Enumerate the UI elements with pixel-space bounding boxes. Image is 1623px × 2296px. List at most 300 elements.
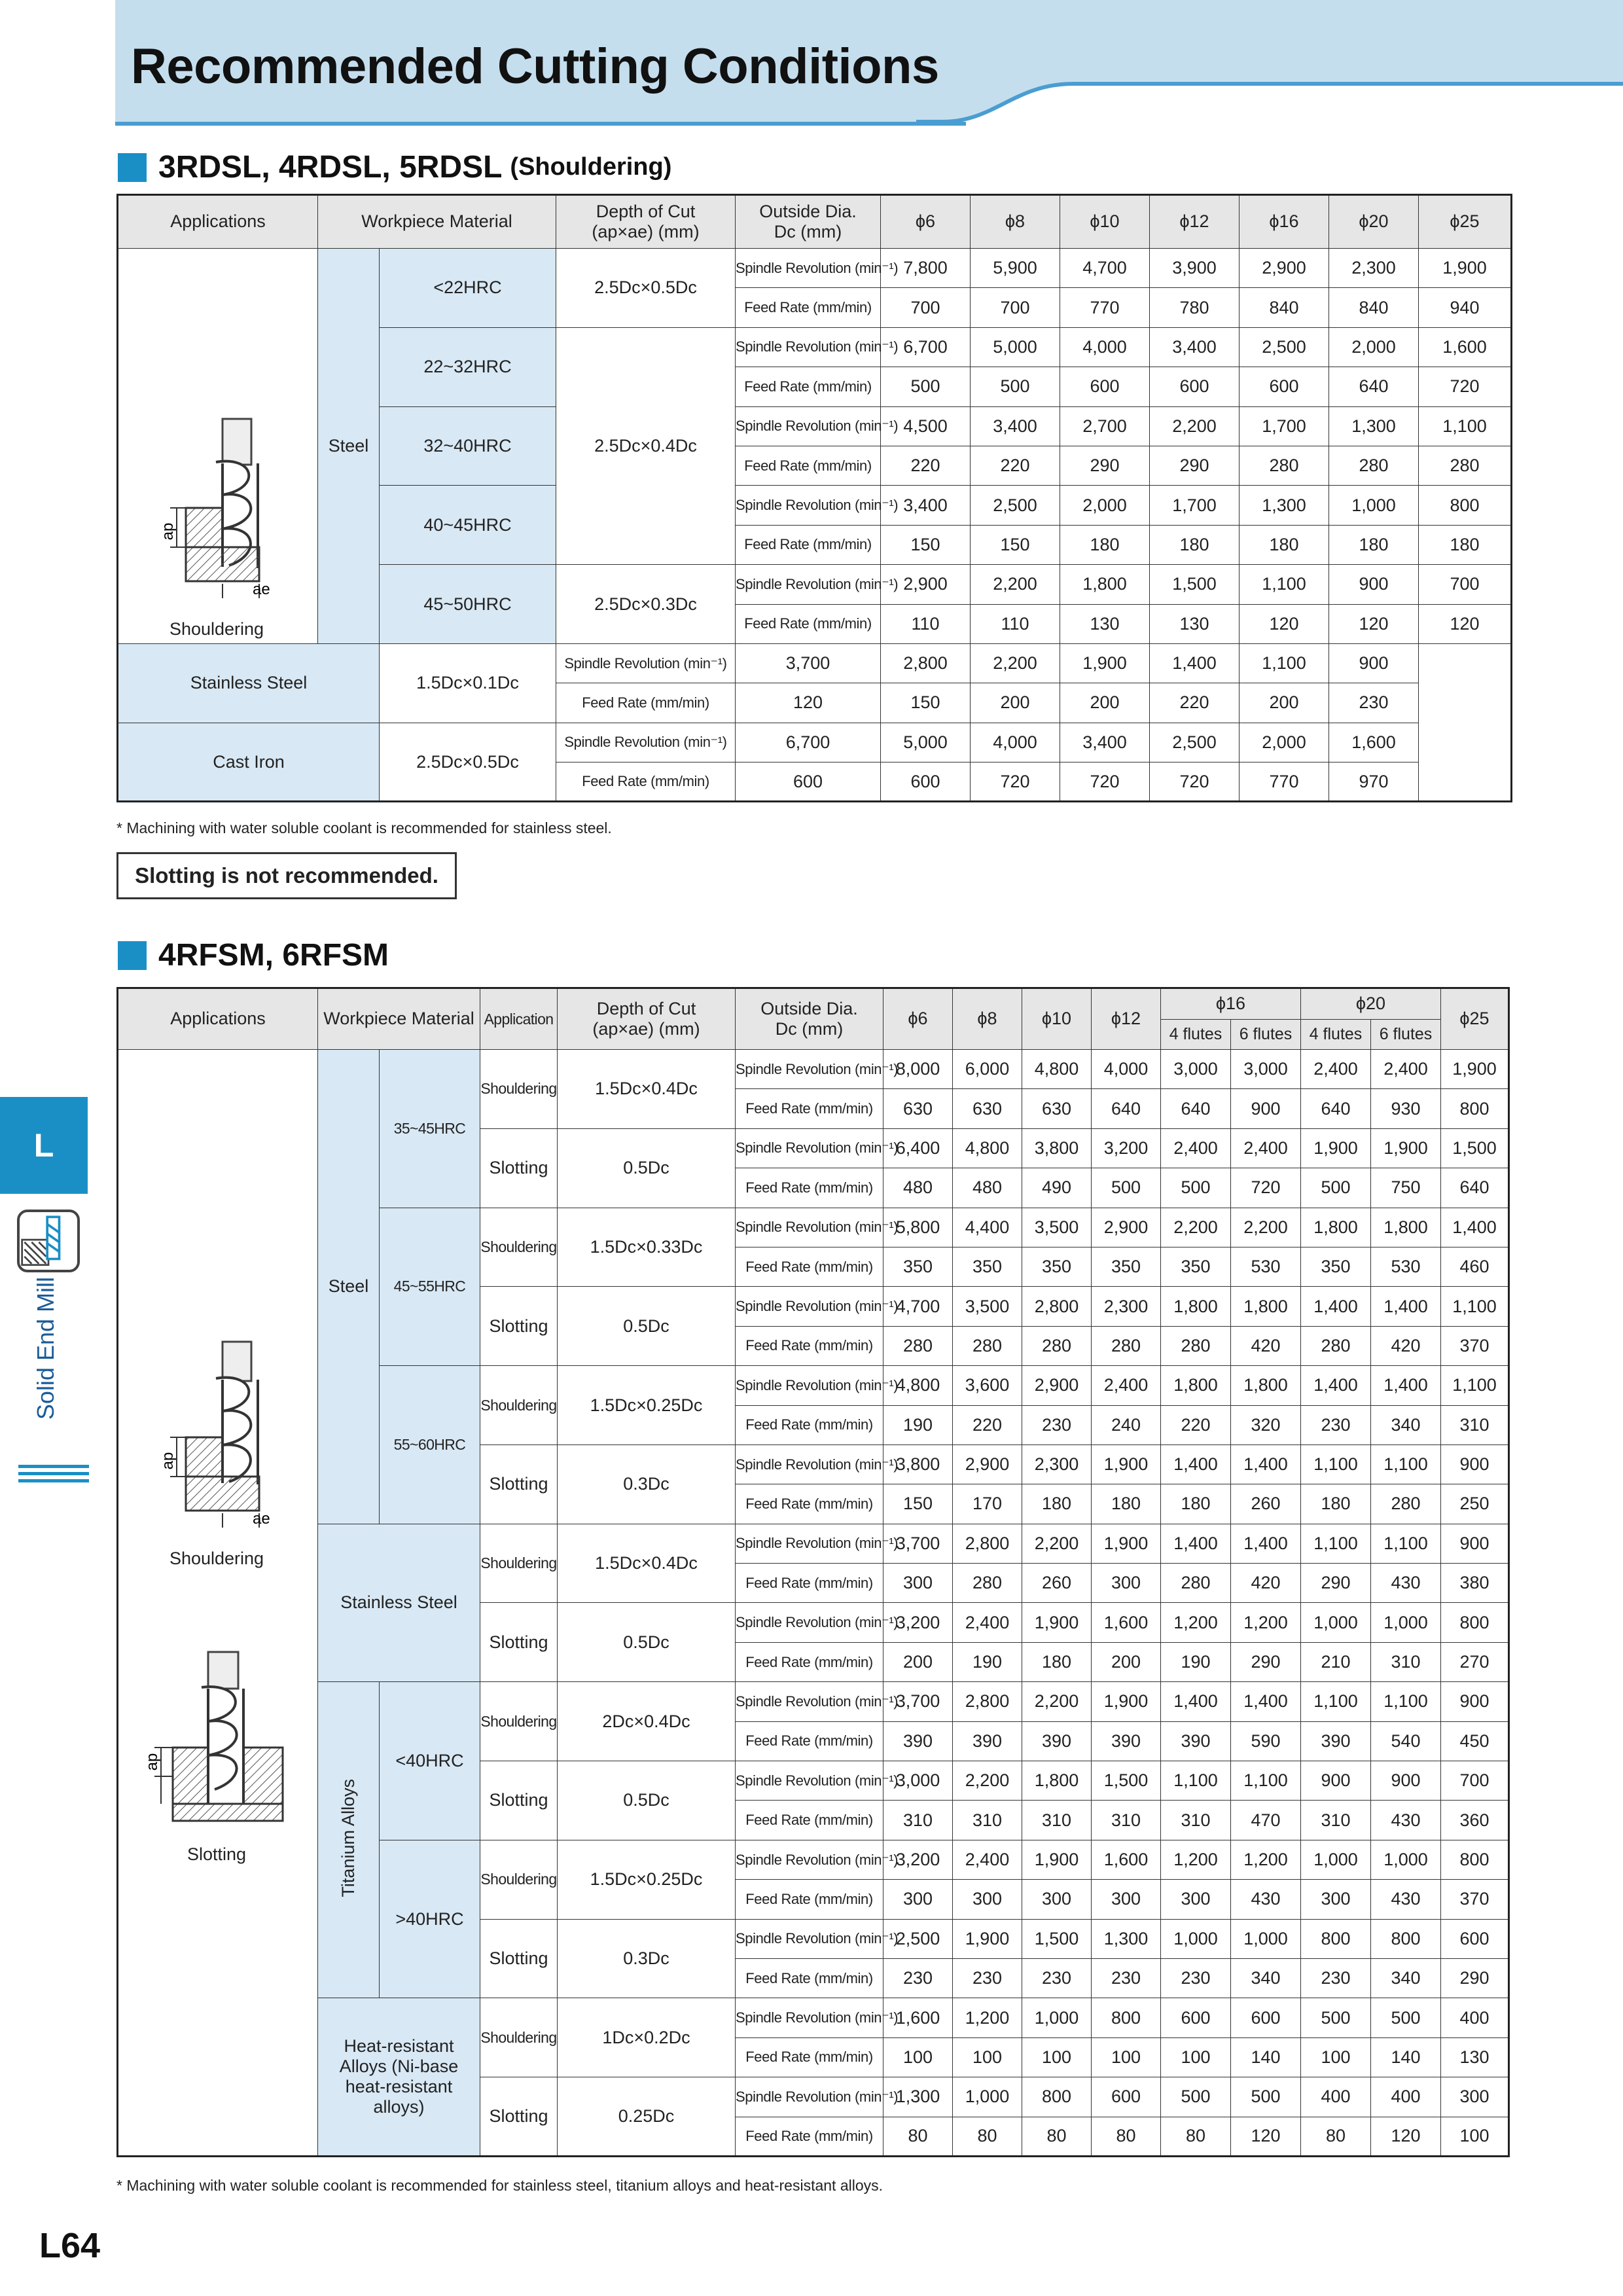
value-cell: 2,200 [953, 1761, 1022, 1801]
value-cell: 1,900 [1022, 1603, 1092, 1642]
svg-text:ae: ae [253, 581, 270, 598]
feed-rate-label: Feed Rate (mm/min) [736, 1564, 883, 1603]
value-cell: 2,000 [1329, 327, 1419, 367]
hardness-cell: 55~60HRC [380, 1366, 480, 1524]
value-cell: 700 [1419, 565, 1512, 604]
value-cell: 1,900 [1371, 1128, 1441, 1168]
value-cell: 3,000 [1161, 1050, 1231, 1089]
application-shouldering: Shouldering [480, 1366, 558, 1445]
application-shouldering: Shouldering [480, 1524, 558, 1603]
hardness-cell: 32~40HRC [380, 406, 556, 486]
value-cell: 120 [1329, 604, 1419, 643]
value-cell: 280 [1371, 1484, 1441, 1524]
header-d8: ϕ8 [953, 988, 1022, 1050]
value-cell: 200 [883, 1642, 953, 1681]
value-cell: 230 [883, 1958, 953, 1998]
value-cell: 2,200 [1022, 1682, 1092, 1721]
value-cell: 2,900 [881, 565, 971, 604]
value-cell: 640 [1301, 1089, 1371, 1128]
value-cell: 180 [1092, 1484, 1161, 1524]
value-cell: 640 [1441, 1168, 1509, 1208]
header-depth: Depth of Cut (ap×ae) (mm) [558, 988, 736, 1050]
workpiece-stainless: Stainless Steel [118, 643, 380, 723]
value-cell: 340 [1231, 1958, 1301, 1998]
value-cell: 1,500 [1022, 1919, 1092, 1958]
value-cell: 80 [883, 2117, 953, 2156]
value-cell: 1,100 [1371, 1682, 1441, 1721]
value-cell: 1,800 [1022, 1761, 1092, 1801]
depth-of-cut: 0.5Dc [558, 1128, 736, 1208]
section-marker-icon [118, 941, 147, 970]
value-cell: 180 [1022, 1484, 1092, 1524]
depth-of-cut: 1.5Dc×0.33Dc [558, 1208, 736, 1287]
value-cell: 1,100 [1419, 406, 1512, 446]
value-cell: 400 [1371, 2077, 1441, 2117]
depth-of-cut: 0.5Dc [558, 1603, 736, 1682]
value-cell: 1,000 [1371, 1603, 1441, 1642]
value-cell: 1,100 [1231, 1761, 1301, 1801]
spindle-revolution-label: Spindle Revolution (min⁻¹) [736, 1444, 883, 1484]
value-cell: 3,700 [736, 643, 881, 683]
value-cell: 310 [1022, 1801, 1092, 1840]
value-cell: 1,100 [1301, 1682, 1371, 1721]
value-cell: 1,400 [1301, 1366, 1371, 1405]
value-cell: 6,400 [883, 1128, 953, 1168]
value-cell: 3,400 [1150, 327, 1240, 367]
value-cell: 1,400 [1161, 1444, 1231, 1484]
value-cell: 4,000 [1092, 1050, 1161, 1089]
value-cell: 1,600 [1092, 1840, 1161, 1879]
value-cell: 2,000 [1240, 723, 1329, 762]
value-cell: 340 [1371, 1405, 1441, 1444]
value-cell: 310 [1301, 1801, 1371, 1840]
value-cell: 3,600 [953, 1366, 1022, 1405]
value-cell: 530 [1231, 1247, 1301, 1286]
depth-of-cut: 0.3Dc [558, 1444, 736, 1524]
section1-note: * Machining with water soluble coolant is recommended for stainless steel. [116, 819, 612, 836]
value-cell: 200 [971, 683, 1060, 723]
value-cell: 900 [1441, 1444, 1509, 1484]
value-cell: 3,200 [883, 1603, 953, 1642]
value-cell: 5,000 [881, 723, 971, 762]
feed-rate-label: Feed Rate (mm/min) [556, 762, 736, 802]
header-curve [916, 79, 1623, 131]
value-cell: 290 [1301, 1564, 1371, 1603]
value-cell: 1,400 [1150, 643, 1240, 683]
value-cell: 360 [1441, 1801, 1509, 1840]
value-cell: 600 [1150, 367, 1240, 406]
application-shouldering: Shouldering [480, 1682, 558, 1761]
value-cell: 180 [1301, 1484, 1371, 1524]
feed-rate-label: Feed Rate (mm/min) [736, 1168, 883, 1208]
value-cell: 210 [1301, 1642, 1371, 1681]
value-cell: 940 [1419, 288, 1512, 327]
value-cell: 1,600 [1419, 327, 1512, 367]
value-cell: 770 [1060, 288, 1150, 327]
header-d6: ϕ6 [883, 988, 953, 1050]
value-cell: 200 [1060, 683, 1150, 723]
value-cell: 2,800 [953, 1524, 1022, 1563]
titanium-label: Titanium Alloys [338, 1778, 358, 1897]
application-slotting: Slotting [480, 1761, 558, 1840]
value-cell: 800 [1441, 1603, 1509, 1642]
value-cell: 600 [1060, 367, 1150, 406]
value-cell: 220 [971, 446, 1060, 485]
value-cell: 4,800 [1022, 1050, 1092, 1089]
table-row [118, 249, 1512, 288]
value-cell: 1,900 [1060, 643, 1150, 683]
side-tab: L [0, 1097, 88, 1194]
application-shouldering: Shouldering [480, 1998, 558, 2077]
value-cell: 280 [1329, 446, 1419, 485]
value-cell: 390 [1161, 1721, 1231, 1761]
value-cell: 260 [1231, 1484, 1301, 1524]
hardness-cell: 22~32HRC [380, 327, 556, 406]
value-cell: 840 [1240, 288, 1329, 327]
value-cell: 2,200 [1150, 406, 1240, 446]
value-cell: 1,300 [1092, 1919, 1161, 1958]
value-cell: 150 [881, 683, 971, 723]
value-cell: 1,900 [1419, 249, 1512, 288]
value-cell: 4,700 [1060, 249, 1150, 288]
value-cell: 500 [1161, 2077, 1231, 2117]
value-cell: 280 [1022, 1326, 1092, 1365]
value-cell: 1,000 [1022, 1998, 1092, 2037]
value-cell: 230 [1301, 1958, 1371, 1998]
feed-rate-label: Feed Rate (mm/min) [736, 446, 881, 485]
value-cell: 3,200 [1092, 1128, 1161, 1168]
value-cell: 800 [1022, 2077, 1092, 2117]
value-cell: 1,400 [1231, 1444, 1301, 1484]
value-cell: 1,400 [1231, 1682, 1301, 1721]
workpiece-stainless: Stainless Steel [318, 1524, 480, 1682]
value-cell: 2,900 [1092, 1208, 1161, 1247]
value-cell: 1,100 [1240, 643, 1329, 683]
value-cell: 1,300 [883, 2077, 953, 2117]
value-cell: 100 [953, 2037, 1022, 2077]
value-cell: 280 [1161, 1326, 1231, 1365]
spindle-revolution-label: Spindle Revolution (min⁻¹) [736, 1287, 883, 1326]
application-slotting: Slotting [480, 1919, 558, 1998]
header-d16-6flutes: 6 flutes [1231, 1020, 1301, 1050]
section1-title: 3RDSL, 4RDSL, 5RDSL [158, 150, 503, 185]
header-d8: ϕ8 [971, 195, 1060, 249]
header-underline [115, 122, 966, 126]
value-cell: 500 [971, 367, 1060, 406]
feed-rate-label: Feed Rate (mm/min) [556, 683, 736, 723]
value-cell: 1,900 [1092, 1682, 1161, 1721]
spindle-revolution-label: Spindle Revolution (min⁻¹) [736, 1682, 883, 1721]
value-cell: 350 [1161, 1247, 1231, 1286]
value-cell: 300 [883, 1880, 953, 1919]
section-marker-icon [118, 153, 147, 182]
value-cell: 80 [1022, 2117, 1092, 2156]
value-cell: 180 [1240, 525, 1329, 564]
value-cell: 280 [953, 1326, 1022, 1365]
value-cell: 1,000 [1231, 1919, 1301, 1958]
table-row [118, 723, 1512, 762]
value-cell: 720 [971, 762, 1060, 802]
value-cell: 1,900 [1301, 1128, 1371, 1168]
table-row [118, 1524, 1509, 1563]
header-d20: ϕ20 [1329, 195, 1419, 249]
section1-heading [118, 149, 671, 185]
table-row [118, 643, 1512, 683]
value-cell: 390 [953, 1721, 1022, 1761]
value-cell: 450 [1441, 1721, 1509, 1761]
value-cell: 900 [1441, 1524, 1509, 1563]
value-cell: 400 [1441, 1998, 1509, 2037]
shouldering-illustration-icon [157, 1339, 288, 1535]
feed-rate-label: Feed Rate (mm/min) [736, 1089, 883, 1128]
value-cell: 200 [1240, 683, 1329, 723]
svg-text:ap: ap [143, 1753, 161, 1771]
value-cell: 3,500 [1022, 1208, 1092, 1247]
value-cell: 1,800 [1161, 1287, 1231, 1326]
value-cell: 300 [883, 1564, 953, 1603]
value-cell: 100 [1022, 2037, 1092, 2077]
value-cell: 120 [1231, 2117, 1301, 2156]
depth-of-cut: 2.5Dc×0.5Dc [380, 723, 556, 802]
value-cell: 310 [1371, 1642, 1441, 1681]
page-title: Recommended Cutting Conditions [131, 39, 939, 94]
value-cell: 750 [1371, 1168, 1441, 1208]
value-cell: 4,400 [953, 1208, 1022, 1247]
value-cell: 1,800 [1301, 1208, 1371, 1247]
value-cell: 2,400 [1161, 1128, 1231, 1168]
svg-text:ae: ae [253, 1510, 270, 1528]
value-cell: 1,200 [953, 1998, 1022, 2037]
header-dia: Outside Dia. Dc (mm) [736, 988, 883, 1050]
value-cell: 1,400 [1301, 1287, 1371, 1326]
value-cell: 5,800 [883, 1208, 953, 1247]
depth-of-cut: 1.5Dc×0.4Dc [558, 1524, 736, 1603]
value-cell: 4,500 [881, 406, 971, 446]
value-cell: 900 [1231, 1089, 1301, 1128]
value-cell: 200 [1092, 1642, 1161, 1681]
value-cell: 120 [1371, 2117, 1441, 2156]
spindle-revolution-label: Spindle Revolution (min⁻¹) [736, 327, 881, 367]
value-cell: 500 [881, 367, 971, 406]
side-stripes [18, 1465, 89, 1486]
header-workpiece: Workpiece Material [318, 195, 556, 249]
value-cell: 500 [1161, 1168, 1231, 1208]
value-cell: 390 [1301, 1721, 1371, 1761]
value-cell: 270 [1441, 1642, 1509, 1681]
value-cell: 350 [1301, 1247, 1371, 1286]
value-cell: 900 [1329, 643, 1419, 683]
value-cell: 1,500 [1150, 565, 1240, 604]
value-cell: 220 [953, 1405, 1022, 1444]
depth-of-cut: 2.5Dc×0.5Dc [556, 249, 736, 328]
depth-of-cut: 1.5Dc×0.25Dc [558, 1366, 736, 1445]
value-cell: 1,100 [1240, 565, 1329, 604]
value-cell: 460 [1441, 1247, 1509, 1286]
value-cell: 1,400 [1161, 1682, 1231, 1721]
value-cell: 140 [1231, 2037, 1301, 2077]
value-cell: 300 [953, 1880, 1022, 1919]
value-cell: 1,900 [1092, 1444, 1161, 1484]
value-cell: 100 [1441, 2117, 1509, 2156]
value-cell: 290 [1441, 1958, 1509, 1998]
feed-rate-label: Feed Rate (mm/min) [736, 1247, 883, 1286]
value-cell: 180 [1022, 1642, 1092, 1681]
value-cell: 2,400 [1231, 1128, 1301, 1168]
value-cell: 150 [971, 525, 1060, 564]
value-cell: 1,200 [1231, 1840, 1301, 1879]
value-cell: 1,800 [1060, 565, 1150, 604]
value-cell: 540 [1371, 1721, 1441, 1761]
shouldering-illustration-icon [157, 416, 288, 613]
value-cell: 4,800 [953, 1128, 1022, 1168]
feed-rate-label: Feed Rate (mm/min) [736, 1642, 883, 1681]
table-row [118, 1682, 1509, 1721]
depth-of-cut: 0.5Dc [558, 1287, 736, 1366]
svg-text:ap: ap [159, 1452, 177, 1470]
value-cell: 1,500 [1092, 1761, 1161, 1801]
table-header-row [118, 195, 1512, 249]
hardness-cell: 45~50HRC [380, 565, 556, 644]
value-cell: 1,900 [1441, 1050, 1509, 1089]
value-cell: 310 [883, 1801, 953, 1840]
feed-rate-label: Feed Rate (mm/min) [736, 367, 881, 406]
header-d16: ϕ16 [1161, 988, 1301, 1020]
value-cell: 1,200 [1161, 1840, 1231, 1879]
value-cell: 3,400 [1060, 723, 1150, 762]
feed-rate-label: Feed Rate (mm/min) [736, 604, 881, 643]
value-cell: 2,000 [1060, 486, 1150, 525]
value-cell: 6,000 [953, 1050, 1022, 1089]
header-d20-4flutes: 4 flutes [1301, 1020, 1371, 1050]
spindle-revolution-label: Spindle Revolution (min⁻¹) [736, 1840, 883, 1879]
value-cell: 2,300 [1329, 249, 1419, 288]
feed-rate-label: Feed Rate (mm/min) [736, 1721, 883, 1761]
value-cell: 190 [883, 1405, 953, 1444]
value-cell: 470 [1231, 1801, 1301, 1840]
value-cell: 500 [1371, 1998, 1441, 2037]
value-cell: 3,700 [883, 1524, 953, 1563]
application-slotting: Slotting [480, 1444, 558, 1524]
header-application: Application [480, 988, 558, 1050]
value-cell: 130 [1150, 604, 1240, 643]
value-cell: 220 [1150, 683, 1240, 723]
spindle-revolution-label: Spindle Revolution (min⁻¹) [736, 1208, 883, 1247]
table-row [118, 1050, 1509, 1089]
value-cell: 720 [1231, 1168, 1301, 1208]
value-cell: 2,900 [953, 1444, 1022, 1484]
value-cell: 630 [953, 1089, 1022, 1128]
feed-rate-label: Feed Rate (mm/min) [736, 525, 881, 564]
value-cell: 2,400 [1371, 1050, 1441, 1089]
value-cell: 80 [1161, 2117, 1231, 2156]
feed-rate-label: Feed Rate (mm/min) [736, 1880, 883, 1919]
value-cell: 1,100 [1301, 1444, 1371, 1484]
table-row [118, 1998, 1509, 2037]
value-cell: 600 [1092, 2077, 1161, 2117]
value-cell: 290 [1150, 446, 1240, 485]
value-cell: 420 [1231, 1326, 1301, 1365]
depth-of-cut: 2.5Dc×0.4Dc [556, 327, 736, 564]
value-cell: 1,800 [1231, 1287, 1301, 1326]
value-cell: 1,300 [1240, 486, 1329, 525]
header-workpiece: Workpiece Material [318, 988, 480, 1050]
header-d10: ϕ10 [1022, 988, 1092, 1050]
value-cell: 3,000 [1231, 1050, 1301, 1089]
value-cell: 390 [883, 1721, 953, 1761]
illustration-label-slotting: Slotting [187, 1844, 247, 1864]
value-cell: 280 [953, 1564, 1022, 1603]
spindle-revolution-label: Spindle Revolution (min⁻¹) [736, 565, 881, 604]
spindle-revolution-label: Spindle Revolution (min⁻¹) [556, 643, 736, 683]
value-cell: 280 [1240, 446, 1329, 485]
value-cell: 600 [1240, 367, 1329, 406]
workpiece-steel: Steel [318, 1050, 380, 1524]
application-slotting: Slotting [480, 1128, 558, 1208]
depth-of-cut: 2Dc×0.4Dc [558, 1682, 736, 1761]
value-cell: 2,300 [1022, 1444, 1092, 1484]
spindle-revolution-label: Spindle Revolution (min⁻¹) [736, 1761, 883, 1801]
section2-note: * Machining with water soluble coolant is recommended for stainless steel, titanium alloys and heat-resistant alloys. [116, 2177, 883, 2194]
value-cell: 2,500 [1150, 723, 1240, 762]
value-cell: 2,900 [1240, 249, 1329, 288]
value-cell: 430 [1371, 1880, 1441, 1919]
value-cell: 230 [1301, 1405, 1371, 1444]
value-cell: 2,400 [953, 1603, 1022, 1642]
value-cell: 430 [1231, 1880, 1301, 1919]
workpiece-heat-resistant: Heat-resistant Alloys (Ni-base heat-resistant alloys) [318, 1998, 480, 2157]
value-cell: 110 [881, 604, 971, 643]
depth-of-cut: 1.5Dc×0.4Dc [558, 1050, 736, 1129]
feed-rate-label: Feed Rate (mm/min) [736, 1405, 883, 1444]
value-cell: 800 [1371, 1919, 1441, 1958]
value-cell: 1,700 [1240, 406, 1329, 446]
value-cell: 2,800 [953, 1682, 1022, 1721]
value-cell: 2,200 [1161, 1208, 1231, 1247]
value-cell: 700 [881, 288, 971, 327]
value-cell: 800 [1092, 1998, 1161, 2037]
header-d12: ϕ12 [1092, 988, 1161, 1050]
value-cell: 230 [1022, 1405, 1092, 1444]
value-cell: 3,000 [883, 1761, 953, 1801]
value-cell: 390 [1022, 1721, 1092, 1761]
value-cell: 500 [1231, 2077, 1301, 2117]
cutting-table-2 [116, 987, 1510, 2157]
header-d12: ϕ12 [1150, 195, 1240, 249]
value-cell: 100 [1161, 2037, 1231, 2077]
value-cell: 280 [1419, 446, 1512, 485]
value-cell: 300 [1022, 1880, 1092, 1919]
value-cell: 100 [1092, 2037, 1161, 2077]
value-cell: 900 [1301, 1761, 1371, 1801]
value-cell: 190 [953, 1642, 1022, 1681]
value-cell: 900 [1371, 1761, 1441, 1801]
value-cell: 170 [953, 1484, 1022, 1524]
value-cell: 2,800 [1022, 1287, 1092, 1326]
value-cell: 1,500 [1441, 1128, 1509, 1168]
value-cell: 180 [1329, 525, 1419, 564]
value-cell: 1,100 [1441, 1366, 1509, 1405]
value-cell: 1,000 [1329, 486, 1419, 525]
value-cell: 600 [1161, 1998, 1231, 2037]
value-cell: 600 [1231, 1998, 1301, 2037]
value-cell: 1,800 [1161, 1366, 1231, 1405]
spindle-revolution-label: Spindle Revolution (min⁻¹) [736, 1919, 883, 1958]
value-cell: 180 [1419, 525, 1512, 564]
value-cell: 260 [1022, 1564, 1092, 1603]
spindle-revolution-label: Spindle Revolution (min⁻¹) [736, 1524, 883, 1563]
value-cell: 720 [1150, 762, 1240, 802]
value-cell: 180 [1161, 1484, 1231, 1524]
